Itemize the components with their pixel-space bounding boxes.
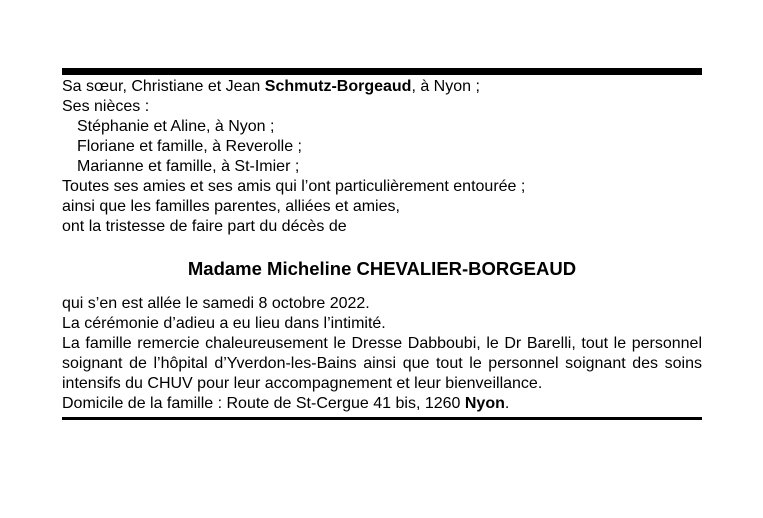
friends-line: Toutes ses amies et ses amis qui l’ont particulièrement entourée ; bbox=[62, 178, 526, 195]
sister-suffix: , à Nyon ; bbox=[411, 78, 480, 95]
obituary-notice bbox=[62, 68, 702, 420]
sister-line bbox=[62, 77, 702, 97]
relatives-line: ainsi que les familles parentes, alliées et amies, bbox=[62, 198, 400, 215]
sister-surname: Schmutz-Borgeaud bbox=[264, 78, 412, 95]
announcement-line: ont la tristesse de faire part du décès de bbox=[62, 218, 347, 235]
address-line bbox=[62, 394, 702, 414]
address-city: Nyon bbox=[464, 395, 505, 412]
niece-item: Floriane et famille, à Reverolle ; bbox=[77, 138, 302, 155]
nieces-heading: Ses nièces : bbox=[62, 98, 150, 115]
deceased-name: Madame Micheline CHEVALIER-BORGEAUD bbox=[187, 258, 577, 279]
ceremony-line: La cérémonie d’adieu a eu lieu dans l’intimité. bbox=[62, 315, 386, 332]
top-rule bbox=[62, 68, 702, 75]
passed-away-line: qui s’en est allée le samedi 8 octobre 2022. bbox=[62, 295, 370, 312]
address-prefix: Domicile de la famille : Route de St-Cergue 41 bis, 1260 bbox=[62, 395, 465, 412]
address-suffix: . bbox=[504, 395, 510, 412]
sister-prefix: Sa sœur, Christiane et Jean bbox=[62, 78, 265, 95]
niece-item: Stéphanie et Aline, à Nyon ; bbox=[77, 118, 275, 135]
niece-item: Marianne et famille, à St-Imier ; bbox=[77, 158, 300, 175]
thanks-paragraph: La famille remercie chaleureusement le Dresse Dabboubi, le Dr Barelli, tout le personnel soignant de l’hôpital d’Yverdon-les-Bains ainsi que tout le personnel soignant des soins intensifs du CHUV pour leur accompagnement et leur bienveillance. bbox=[62, 335, 702, 392]
bottom-rule bbox=[62, 417, 702, 420]
